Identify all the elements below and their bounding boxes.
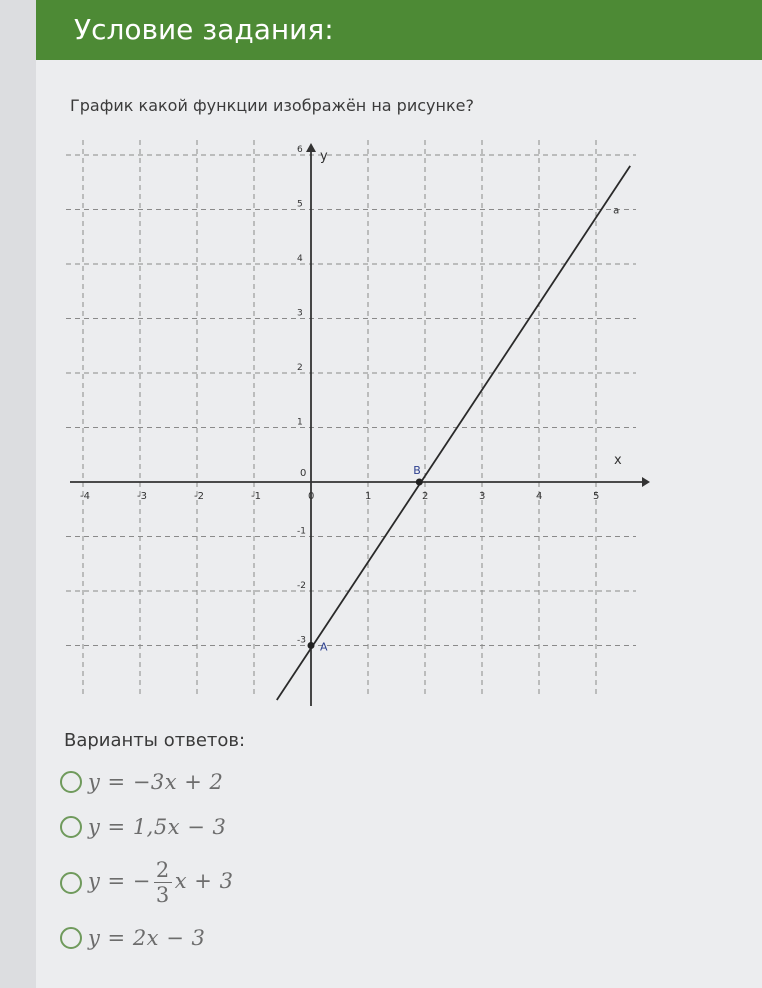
question-text: График какой функции изображён на рисунке? — [70, 96, 474, 115]
y-tick-label: 5 — [297, 199, 303, 210]
y-tick-label: -1 — [297, 526, 306, 537]
y-tick-label: 0 — [300, 468, 307, 479]
answer-option-2[interactable] — [60, 815, 226, 839]
formula-1-lhs: y = — [88, 770, 133, 794]
x-tick-label: 4 — [536, 491, 543, 502]
formula-3-rhs: x + 3 — [174, 869, 234, 893]
formula-4-rhs: 2x − 3 — [132, 926, 206, 950]
x-tick-label: -3 — [137, 491, 147, 502]
series-lines — [277, 166, 630, 700]
formula-2 — [88, 815, 226, 839]
radio-button-3[interactable] — [60, 872, 82, 894]
y-tick-label: 1 — [297, 417, 303, 428]
y-tick-label: 6 — [297, 145, 303, 155]
x-tick-label: 5 — [593, 491, 600, 502]
line-label: a — [613, 205, 620, 217]
answer-option-1[interactable] — [60, 770, 223, 794]
grid-lines — [66, 140, 636, 698]
x-tick-label: 2 — [422, 491, 429, 502]
radio-button-1[interactable] — [60, 771, 82, 793]
formula-1 — [88, 770, 223, 794]
radio-button-4[interactable] — [60, 927, 82, 949]
x-axis-label: x — [614, 453, 622, 468]
formula-2-rhs: 1,5x − 3 — [132, 815, 227, 839]
fraction-numerator: 2 — [155, 858, 170, 882]
fraction-denominator: 3 — [155, 883, 170, 907]
point-marker — [308, 642, 315, 649]
x-tick-label: 0 — [308, 491, 315, 502]
x-axis-arrow — [642, 477, 650, 487]
series-line — [277, 166, 630, 700]
y-tick-label: -3 — [297, 635, 306, 646]
formula-3 — [88, 858, 233, 907]
task-header: Условие задания: — [36, 0, 762, 60]
x-tick-label: 1 — [365, 491, 372, 502]
y-tick-label: 3 — [297, 308, 303, 319]
y-axis-arrow — [306, 143, 316, 152]
answers-title: Варианты ответов: — [64, 730, 246, 751]
x-tick-label: 3 — [479, 491, 486, 502]
y-tick-label: 4 — [297, 254, 303, 264]
axes — [70, 143, 650, 706]
answer-option-3[interactable] — [60, 858, 233, 907]
formula-4-lhs: y = — [88, 926, 133, 950]
formula-3-lhs: y = − — [88, 869, 151, 893]
tick-labels — [80, 145, 599, 646]
answer-option-4[interactable] — [60, 926, 205, 950]
task-card — [36, 0, 762, 988]
radio-button-2[interactable] — [60, 816, 82, 838]
formula-2-lhs: y = — [88, 815, 133, 839]
y-axis-label: y — [320, 149, 328, 164]
formula-4 — [88, 926, 205, 950]
point-label: A — [320, 640, 328, 654]
point-marker — [416, 479, 423, 486]
formula-1-rhs: −3x + 2 — [132, 770, 224, 794]
formula-3-fraction — [154, 858, 172, 907]
y-tick-label: -2 — [297, 581, 306, 591]
x-tick-label: -1 — [251, 491, 261, 502]
x-tick-label: -4 — [80, 491, 90, 502]
x-tick-label: -2 — [194, 491, 204, 502]
y-tick-label: 2 — [297, 363, 303, 373]
function-graph — [36, 0, 762, 720]
point-label: B — [413, 464, 421, 477]
